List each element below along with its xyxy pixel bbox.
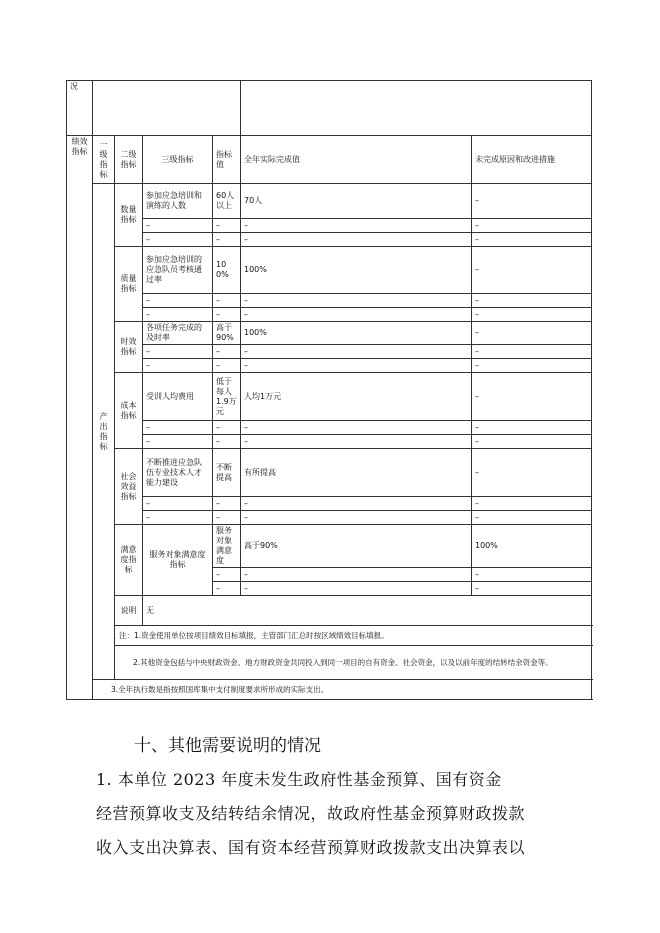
- social-indicator: 不断推进应急队伍专业技术人才能力建设: [143, 449, 213, 497]
- paragraph-line: 经营预算收支及结转结余情况，故政府性基金预算财政拨款: [96, 804, 526, 823]
- service-indicator: 服务对象满意度: [213, 525, 241, 568]
- dash-cell: –: [241, 568, 472, 582]
- header-reason: 未完成原因和改进措施: [472, 136, 592, 184]
- group-quantity-name: 数量指标: [115, 184, 143, 247]
- header-level1: 一级指标: [93, 136, 115, 184]
- dash-cell: –: [472, 359, 592, 373]
- group-cost-name: 成本指标: [115, 373, 143, 449]
- dash-cell: –: [143, 308, 213, 322]
- dash-cell: –: [213, 219, 241, 233]
- dash-cell: –: [472, 294, 592, 308]
- header-actual: 全年实际完成值: [241, 136, 472, 184]
- dash-cell: –: [143, 497, 213, 511]
- quality-target: 100%: [213, 247, 241, 294]
- note-3: 3.全年执行数是指按照国库集中支付制度要求所形成的实际支出。: [93, 680, 592, 700]
- quantity-indicator: 参加应急培训和演练的人数: [143, 184, 213, 219]
- dash-cell: –: [472, 421, 592, 435]
- dash-cell: –: [213, 421, 241, 435]
- dash-cell: –: [213, 435, 241, 449]
- note-2: 2.其他资金包括与中央财政资金、地方财政资金共同投入到同一项目的自有资金、社会资金，以及以前年度的结转结余资金等。: [115, 646, 592, 680]
- dash-cell: –: [213, 568, 241, 582]
- dash-cell: –: [241, 345, 472, 359]
- satisfaction-indicator-label: 满意度指标: [115, 525, 143, 596]
- paragraph-line: 收入支出决算表、国有资本经营预算财政拨款支出决算表以: [96, 838, 526, 857]
- quantity-reason: –: [472, 184, 592, 219]
- situation-cell-left: [93, 81, 241, 136]
- explain-label: 说明: [115, 596, 143, 626]
- quality-reason: –: [472, 247, 592, 294]
- section-paragraph: [96, 763, 572, 865]
- timeliness-indicator: 各项任务完成的及时率: [143, 322, 213, 345]
- explain-value: 无: [143, 596, 592, 626]
- dash-cell: –: [241, 359, 472, 373]
- situation-label: 况: [67, 81, 93, 136]
- dash-cell: –: [213, 582, 241, 596]
- output-indicator-label: 产出指标: [93, 184, 115, 680]
- timeliness-target: 高于90%: [213, 322, 241, 345]
- social-actual: 有所提高: [241, 449, 472, 497]
- group-social-name: 社会效益指标: [115, 449, 143, 525]
- dash-cell: –: [241, 582, 472, 596]
- dash-cell: –: [472, 497, 592, 511]
- note-1: 注：1.资金使用单位按项目绩效目标填报，主管部门汇总时按区域绩效目标填报。: [115, 626, 592, 646]
- dash-cell: –: [472, 233, 592, 247]
- situation-cell-right: [241, 81, 592, 136]
- dash-cell: –: [213, 359, 241, 373]
- cost-reason: –: [472, 373, 592, 421]
- dash-cell: –: [472, 435, 592, 449]
- timeliness-actual: 100%: [241, 322, 472, 345]
- quantity-actual: 70人: [241, 184, 472, 219]
- dash-cell: –: [143, 511, 213, 525]
- dash-cell: –: [241, 421, 472, 435]
- quantity-target: 60人以上: [213, 184, 241, 219]
- dash-cell: –: [213, 511, 241, 525]
- perf-indicator-label: 绩效指标: [67, 136, 93, 700]
- dash-cell: –: [241, 511, 472, 525]
- dash-cell: –: [472, 568, 592, 582]
- dash-cell: –: [241, 435, 472, 449]
- social-reason: –: [472, 449, 592, 497]
- dash-cell: –: [472, 308, 592, 322]
- dash-cell: –: [241, 308, 472, 322]
- dash-cell: –: [143, 359, 213, 373]
- group-quality-name: 质量指标: [115, 247, 143, 322]
- quality-actual: 100%: [241, 247, 472, 294]
- dash-cell: –: [143, 219, 213, 233]
- dash-cell: –: [241, 233, 472, 247]
- quality-indicator: 参加应急培训的应急队员考核通过率: [143, 247, 213, 294]
- dash-cell: –: [472, 511, 592, 525]
- dash-cell: –: [241, 294, 472, 308]
- header-level3: 三级指标: [143, 136, 213, 184]
- section-heading: 十、其他需要说明的情况: [134, 736, 321, 756]
- dash-cell: –: [472, 219, 592, 233]
- dash-cell: –: [213, 294, 241, 308]
- performance-table: [66, 80, 592, 700]
- header-level2: 二级指标: [115, 136, 143, 184]
- dash-cell: –: [241, 219, 472, 233]
- dash-cell: –: [472, 345, 592, 359]
- dash-cell: –: [143, 294, 213, 308]
- group-timeliness-name: 时效指标: [115, 322, 143, 373]
- cost-indicator: 受训人均费用: [143, 373, 213, 421]
- dash-cell: –: [213, 233, 241, 247]
- dash-cell: –: [213, 308, 241, 322]
- dash-cell: –: [241, 497, 472, 511]
- dash-cell: –: [143, 233, 213, 247]
- dash-cell: –: [472, 582, 592, 596]
- dash-cell: –: [143, 421, 213, 435]
- dash-cell: –: [213, 345, 241, 359]
- service-actual: 100%: [472, 525, 592, 568]
- service-target: 高于90%: [241, 525, 472, 568]
- header-target: 指标值: [213, 136, 241, 184]
- dash-cell: –: [213, 497, 241, 511]
- dash-cell: –: [143, 435, 213, 449]
- cost-actual: 人均1万元: [241, 373, 472, 421]
- dash-cell: –: [143, 345, 213, 359]
- paragraph-line: 1. 本单位 2023 年度未发生政府性基金预算、国有资金: [96, 770, 502, 789]
- group-service-name: 服务对象满意度指标: [143, 525, 213, 596]
- social-target: 不断提高: [213, 449, 241, 497]
- cost-target: 低于每人1.9万元: [213, 373, 241, 421]
- timeliness-reason: –: [472, 322, 592, 345]
